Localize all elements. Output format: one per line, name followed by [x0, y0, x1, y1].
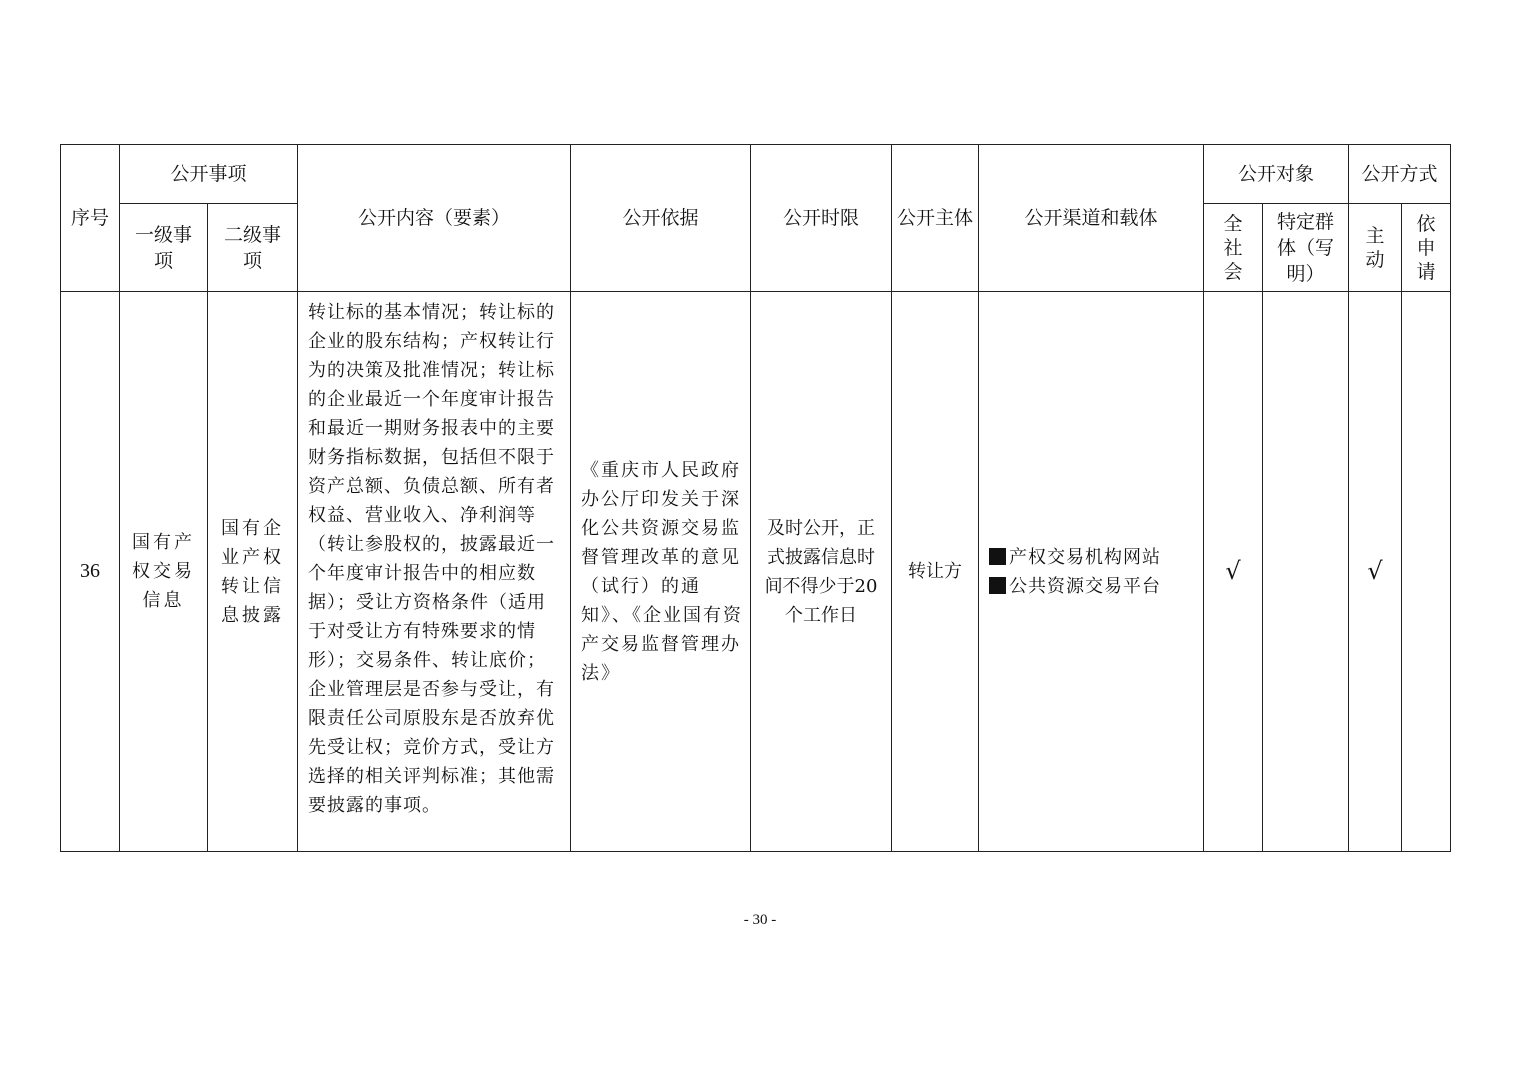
header-method-active: 主动 — [1349, 204, 1402, 292]
header-subject: 公开主体 — [892, 145, 979, 292]
row-time-limit: 及时公开，正式披露信息时间不得少于20个工作日 — [751, 292, 892, 852]
header-audience-all: 全社会 — [1204, 204, 1263, 292]
header-channel: 公开渠道和载体 — [979, 145, 1204, 292]
row-seq: 36 — [61, 292, 120, 852]
row-channels — [979, 292, 1204, 852]
header-audience-specific: 特定群体（写明） — [1263, 204, 1349, 292]
header-item: 公开事项 — [120, 145, 298, 204]
channel-label: 公共资源交易平台 — [1009, 575, 1162, 597]
header-item-level1: 一级事项 — [120, 204, 208, 292]
row-level1: 国有产权交易信息 — [120, 292, 208, 852]
row-method-active-check: √ — [1349, 292, 1402, 852]
header-seq: 序号 — [61, 145, 120, 292]
disclosure-table — [60, 144, 1451, 852]
row-method-request — [1402, 292, 1451, 852]
table-row — [61, 292, 1451, 852]
filled-square-icon — [989, 577, 1006, 594]
channel-item — [989, 543, 1195, 572]
filled-square-icon — [989, 548, 1006, 565]
row-audience-all-check: √ — [1204, 292, 1263, 852]
header-item-level2: 二级事项 — [208, 204, 298, 292]
row-subject: 转让方 — [892, 292, 979, 852]
header-method: 公开方式 — [1349, 145, 1451, 204]
page-number: - 30 - — [743, 912, 777, 928]
row-content: 转让标的基本情况；转让标的企业的股东结构；产权转让行为的决策及批准情况；转让标的企业最近一个年度审计报告和最近一期财务报表中的主要财务指标数据，包括但不限于资产总额、负债总额、所有者权益、营业收入、净利润等（转让参股权的，披露最近一个年度审计报告中的相应数据）；受让方资格条件（适用于对受让方有特殊要求的情形）；交易条件、转让底价；企业管理层是否参与受让，有限责任公司原股东是否放弃优先受让权；竞价方式，受让方选择的相关评判标准；其他需要披露的事项。 — [298, 292, 571, 852]
header-content: 公开内容（要素） — [298, 145, 571, 292]
header-row-1 — [61, 145, 1451, 204]
row-basis: 《重庆市人民政府办公厅印发关于深化公共资源交易监督管理改革的意见（试行）的通知》、《企业国有资产交易监督管理办法》 — [571, 292, 751, 852]
channel-label: 产权交易机构网站 — [1009, 546, 1162, 568]
header-audience: 公开对象 — [1204, 145, 1349, 204]
row-level2: 国有企业产权转让信息披露 — [208, 292, 298, 852]
header-method-request: 依申请 — [1402, 204, 1451, 292]
header-time-limit: 公开时限 — [751, 145, 892, 292]
channel-item — [989, 572, 1195, 601]
row-audience-specific — [1263, 292, 1349, 852]
header-basis: 公开依据 — [571, 145, 751, 292]
